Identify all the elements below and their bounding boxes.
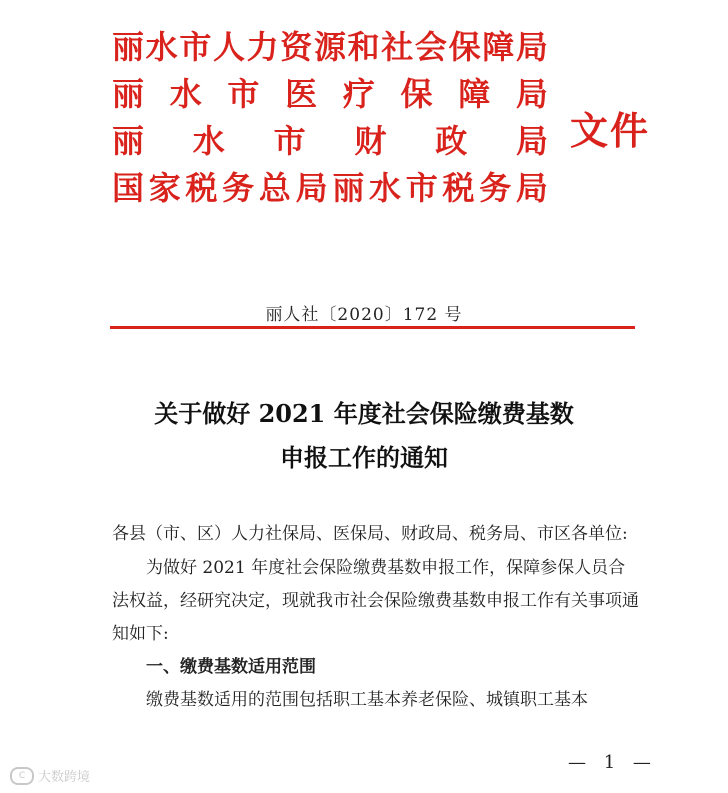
issuer-char: 和: [347, 28, 380, 66]
document-type-label: 文件: [570, 108, 651, 153]
issuer-char: 会: [414, 28, 447, 66]
issuer-char: 水: [145, 28, 178, 66]
issuer-char: 局: [295, 169, 328, 207]
issuer-char: 家: [148, 169, 181, 207]
issuer-char: 市: [405, 169, 438, 207]
issuer-char: 国: [112, 169, 145, 207]
issuer-char: 保: [400, 75, 433, 113]
issuer-char: 障: [482, 28, 515, 66]
issuer-char: 保: [448, 28, 481, 66]
document-title: [0, 392, 728, 480]
issuer-char: 资: [280, 28, 313, 66]
issuer-char: 丽: [332, 169, 365, 207]
issuer-char: 源: [313, 28, 346, 66]
intro-paragraph: [112, 552, 642, 651]
issuer-char: 局: [515, 122, 548, 160]
issuer-char: 丽: [112, 75, 145, 113]
issuer-char: 市: [273, 122, 306, 160]
issuer-char: 水: [169, 75, 202, 113]
title-line-2: 申报工作的通知: [280, 443, 448, 472]
issuer-char: 障: [458, 75, 491, 113]
watermark: [10, 766, 90, 785]
issuer-char: 市: [179, 28, 212, 66]
issuer-char: 水: [192, 122, 225, 160]
issuer-line-2: [112, 71, 548, 118]
issuer-line-1: [112, 24, 548, 71]
intro-paragraph-text: 为做好 2021 年度社会保险缴费基数申报工作，保障参保人员合法权益，经研究决定，现就我市社会保险缴费基数申报工作有关事项通知如下:: [112, 558, 639, 644]
watermark-text: 大数跨境: [38, 770, 91, 785]
issuer-char: 市: [227, 75, 260, 113]
issuer-char: 务: [222, 169, 255, 207]
document-number: 丽人社〔2020〕172 号: [265, 305, 463, 325]
issuer-char: 局: [515, 75, 548, 113]
issuer-char: 局: [515, 169, 548, 207]
watermark-logo-icon: C: [10, 767, 34, 785]
scope-paragraph: 缴费基数适用的范围包括职工基本养老保险、城镇职工基本: [146, 690, 588, 710]
addressee: 各县（市、区）人力社保局、医保局、财政局、税务局、市区各单位:: [112, 524, 628, 544]
issuer-char: 政: [435, 122, 468, 160]
issuer-char: 财: [354, 122, 387, 160]
issuer-char: 人: [212, 28, 245, 66]
issuer-char: 丽: [112, 122, 145, 160]
issuer-char: 力: [246, 28, 279, 66]
issuer-char: 总: [258, 169, 291, 207]
issuer-line-3: [112, 118, 548, 165]
issuer-char: 丽: [112, 28, 145, 66]
issuer-char: 疗: [342, 75, 375, 113]
section-heading: 一、缴费基数适用范围: [146, 657, 316, 677]
issuer-char: 医: [285, 75, 318, 113]
page-number: — 1 —: [568, 752, 657, 773]
issuer-char: 务: [479, 169, 512, 207]
issuer-char: 税: [442, 169, 475, 207]
issuer-char: 水: [369, 169, 402, 207]
issuer-line-4: [112, 165, 548, 212]
issuer-char: 税: [185, 169, 218, 207]
issuing-agencies: [112, 24, 548, 212]
title-line-1: 关于做好 2021 年度社会保险缴费基数: [154, 399, 574, 428]
issuer-char: 局: [515, 28, 548, 66]
red-divider-line: [110, 326, 635, 329]
issuer-char: 社: [381, 28, 414, 66]
